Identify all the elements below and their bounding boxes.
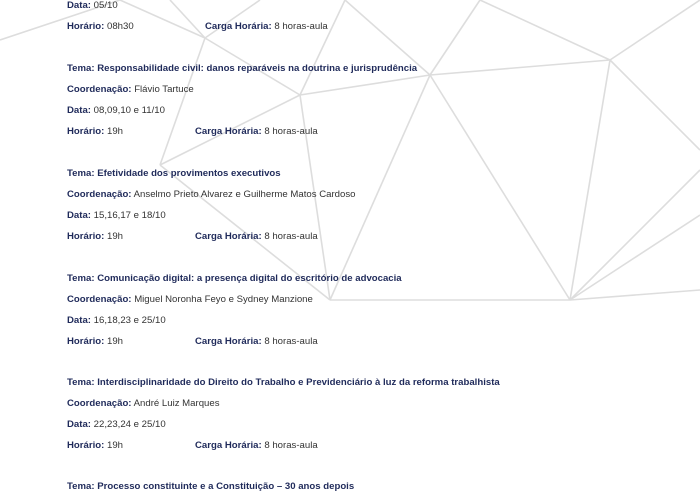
- workload: [195, 126, 318, 138]
- topic-value: Comunicação digital: a presença digital do escritório de advocacia: [97, 273, 402, 284]
- topic-value: Efetividade dos provimentos executivos: [97, 168, 281, 179]
- workload: [195, 336, 318, 348]
- coordination-value: Miguel Noronha Feyo e Sydney Manzione: [134, 294, 313, 305]
- date-value: 08,09,10 e 11/10: [93, 105, 165, 116]
- workload: [195, 231, 318, 243]
- time-value: 08h30: [106, 21, 134, 32]
- coordination-value: André Luiz Marques: [133, 398, 220, 409]
- course-2-topic-row: [67, 168, 281, 180]
- workload-value: 8 horas-aula: [274, 21, 328, 32]
- coordination-label: Coordenação:: [67, 189, 132, 200]
- workload-label: Carga Horária:: [195, 440, 262, 451]
- topic-value: Interdisciplinaridade do Direito do Trabalho e Previdenciário à luz da reforma trabalhista: [97, 377, 500, 388]
- course-1-coordination-row: [67, 84, 194, 96]
- time-label: Horário:: [67, 126, 105, 137]
- topic-label: Tema:: [67, 168, 95, 179]
- workload-value: 8 horas-aula: [264, 440, 318, 451]
- top-time-row: [67, 21, 328, 33]
- coordination-label: Coordenação:: [67, 398, 132, 409]
- time-value: 19h: [106, 231, 123, 242]
- course-4-time-row: [67, 440, 318, 452]
- course-3-coordination-row: [67, 294, 313, 306]
- topic-label: Tema:: [67, 377, 95, 388]
- topic-label: Tema:: [67, 481, 95, 492]
- date-label: Data:: [67, 0, 91, 11]
- date-value: 16,18,23 e 25/10: [93, 315, 166, 326]
- date-label: Data:: [67, 210, 91, 221]
- date-label: Data:: [67, 419, 91, 430]
- course-3-topic-row: [67, 273, 402, 285]
- workload: [195, 440, 318, 452]
- workload-label: Carga Horária:: [195, 231, 262, 242]
- workload-label: Carga Horária:: [195, 126, 262, 137]
- course-1-date-row: [67, 105, 165, 117]
- workload-label: Carga Horária:: [205, 21, 272, 32]
- course-1-topic-row: [67, 63, 417, 75]
- time-value: 19h: [106, 126, 123, 137]
- time-label: Horário:: [67, 336, 105, 347]
- course-2-coordination-row: [67, 189, 355, 201]
- date-value: 15,16,17 e 18/10: [93, 210, 166, 221]
- coordination-value: Anselmo Prieto Alvarez e Guilherme Matos Cardoso: [133, 189, 356, 200]
- top-date-row: [67, 0, 118, 12]
- workload-value: 8 horas-aula: [264, 231, 318, 242]
- course-1-time-row: [67, 126, 318, 138]
- time-label: Horário:: [67, 231, 105, 242]
- workload-value: 8 horas-aula: [264, 126, 318, 137]
- date-value: 22,23,24 e 25/10: [93, 419, 166, 430]
- coordination-value: Flávio Tartuce: [134, 84, 194, 95]
- course-3-date-row: [67, 315, 166, 327]
- date-label: Data:: [67, 105, 91, 116]
- course-4-coordination-row: [67, 398, 220, 410]
- workload-label: Carga Horária:: [195, 336, 262, 347]
- time-label: Horário:: [67, 440, 105, 451]
- topic-label: Tema:: [67, 273, 95, 284]
- course-3-time-row: [67, 336, 318, 348]
- date-value: 05/10: [93, 0, 118, 11]
- time-value: 19h: [106, 336, 123, 347]
- course-5-topic-row: [67, 481, 354, 493]
- topic-label: Tema:: [67, 63, 95, 74]
- course-4-topic-row: [67, 377, 500, 389]
- workload-value: 8 horas-aula: [264, 336, 318, 347]
- coordination-label: Coordenação:: [67, 84, 132, 95]
- topic-value: Processo constituinte e a Constituição – 30 anos depois: [97, 481, 355, 492]
- date-label: Data:: [67, 315, 91, 326]
- coordination-label: Coordenação:: [67, 294, 132, 305]
- topic-value: Responsabilidade civil: danos reparáveis na doutrina e jurisprudência: [97, 63, 418, 74]
- time-label: Horário:: [67, 21, 105, 32]
- course-2-date-row: [67, 210, 166, 222]
- workload: [205, 21, 328, 33]
- course-2-time-row: [67, 231, 318, 243]
- course-4-date-row: [67, 419, 166, 431]
- time-value: 19h: [106, 440, 123, 451]
